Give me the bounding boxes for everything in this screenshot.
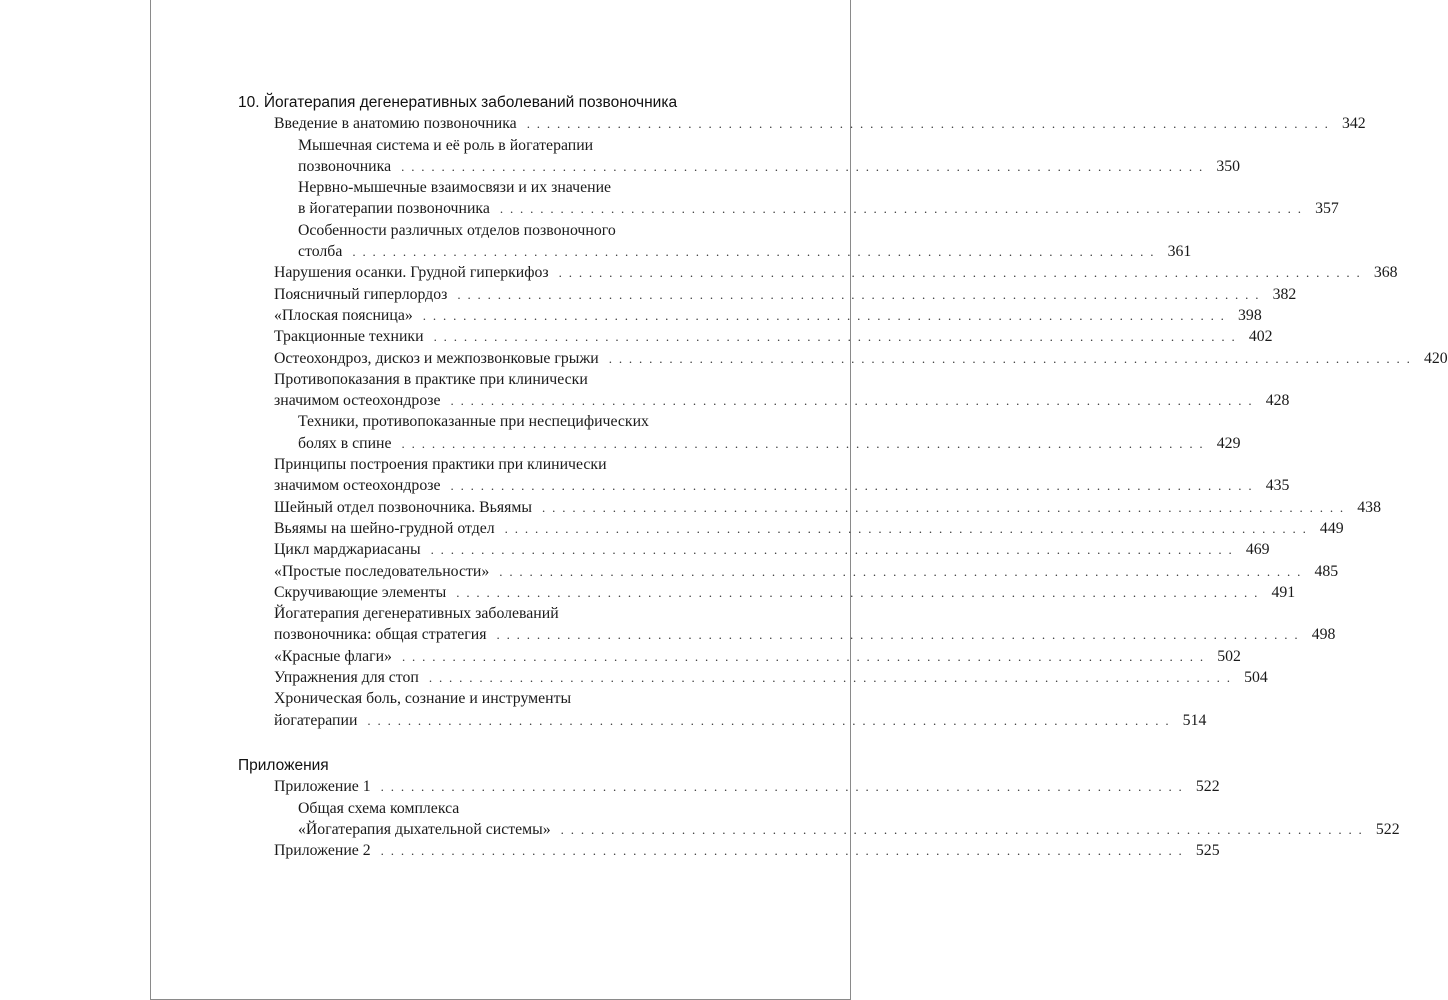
- entry-last-line: [274, 561, 1339, 582]
- page-number: 402: [1248, 328, 1273, 346]
- toc-entry[interactable]: [238, 369, 1290, 412]
- page-number: 438: [1357, 498, 1381, 516]
- page-number: 504: [1244, 669, 1268, 687]
- entry-title-line: Приложение 2: [274, 842, 371, 860]
- page-number: 429: [1216, 434, 1241, 452]
- entry-title-line: Нарушения осанки. Грудной гиперкифоз: [274, 264, 549, 282]
- dot-leader: . . . . . . . . . . . . . . . . . . . . . . . . . . . . . . . . . . . . . . . . . . . . . . . . . . . . . . . . . . . . . . . . . . . . . . . . . . . . . . . .: [367, 712, 1171, 728]
- toc-entry[interactable]: [238, 454, 1290, 497]
- entry-last-line: [274, 776, 1220, 797]
- page-number: 491: [1271, 583, 1296, 601]
- page-number: 522: [1195, 778, 1220, 796]
- entry-title-line: Шейный отдел позвоночника. Вьяямы: [274, 498, 533, 516]
- page-number: 449: [1319, 519, 1344, 537]
- entry-title-line: Общая схема комплекса: [298, 799, 460, 817]
- toc-entry[interactable]: [238, 518, 1344, 539]
- entry-title-line: Введение в анатомию позвоночника: [274, 115, 517, 133]
- toc-entry[interactable]: [238, 688, 1207, 731]
- page-number: 435: [1265, 477, 1290, 495]
- entry-title-line: значимом остеохондрозе: [274, 477, 441, 495]
- entry-title-line: столба: [298, 243, 343, 261]
- dot-leader: . . . . . . . . . . . . . . . . . . . . . . . . . . . . . . . . . . . . . . . . . . . . . . . . . . . . . . . . . . . . . . . . . . . . . . . . . . . . . . . .: [542, 499, 1345, 515]
- entry-last-line: [274, 518, 1344, 539]
- entry-title-line: Вьяямы на шейно-грудной отдел: [274, 519, 495, 537]
- page-number: 398: [1238, 306, 1262, 324]
- entry-last-line: [298, 241, 1192, 262]
- dot-leader: . . . . . . . . . . . . . . . . . . . . . . . . . . . . . . . . . . . . . . . . . . . . . . . . . . . . . . . . . . . . . . . . . . . . . . . . . . . . . . . .: [428, 670, 1232, 686]
- entry-title-line: Остеохондроз, дискоз и межпозвонковые грыжи: [274, 349, 599, 367]
- dot-leader: . . . . . . . . . . . . . . . . . . . . . . . . . . . . . . . . . . . . . . . . . . . . . . . . . . . . . . . . . . . . . . . . . . . . . . . . . . . . . . . .: [422, 307, 1226, 323]
- toc-entry[interactable]: [238, 411, 1241, 454]
- page-number: 420: [1423, 349, 1448, 367]
- entry-last-line: [274, 624, 1336, 645]
- toc-entry[interactable]: [238, 113, 1366, 134]
- entry-last-line: [274, 284, 1297, 305]
- section-heading: Приложения: [238, 756, 329, 774]
- entry-last-line: [274, 348, 1448, 369]
- entry-last-line: [274, 113, 1366, 134]
- toc-entry[interactable]: [238, 348, 1448, 369]
- page-number: 350: [1216, 157, 1241, 175]
- toc-entry[interactable]: [238, 776, 1220, 797]
- page-number: 514: [1182, 711, 1207, 729]
- table-of-contents: [238, 92, 1448, 861]
- page-number: 342: [1341, 115, 1366, 133]
- entry-last-line: [274, 539, 1270, 560]
- section-gap: [238, 731, 782, 755]
- entry-title-line: «Плоская поясница»: [274, 306, 413, 324]
- dot-leader: . . . . . . . . . . . . . . . . . . . . . . . . . . . . . . . . . . . . . . . . . . . . . . . . . . . . . . . . . . . . . . . . . . . . . . . . . . . . . . . .: [450, 478, 1254, 494]
- entry-last-line: [298, 156, 1241, 177]
- entry-last-line: [274, 497, 1381, 518]
- entry-title-line: позвоночника: общая стратегия: [274, 626, 487, 644]
- entry-title-line: Особенности различных отделов позвоночного: [298, 221, 616, 239]
- entry-title-line: йогатерапии: [274, 711, 358, 729]
- toc-entry[interactable]: [238, 646, 1241, 667]
- page-number: 485: [1314, 562, 1339, 580]
- entry-title-line: Принципы построения практики при клинически: [274, 456, 607, 474]
- entry-last-line: [274, 667, 1268, 688]
- dot-leader: . . . . . . . . . . . . . . . . . . . . . . . . . . . . . . . . . . . . . . . . . . . . . . . . . . . . . . . . . . . . . . . . . . . . . . . . . . . . . . . .: [499, 563, 1303, 579]
- page-number: 469: [1245, 541, 1270, 559]
- dot-leader: . . . . . . . . . . . . . . . . . . . . . . . . . . . . . . . . . . . . . . . . . . . . . . . . . . . . . . . . . . . . . . . . . . . . . . . . . . . . . . . .: [433, 329, 1237, 345]
- page-number: 498: [1311, 626, 1336, 644]
- dot-leader: . . . . . . . . . . . . . . . . . . . . . . . . . . . . . . . . . . . . . . . . . . . . . . . . . . . . . . . . . . . . . . . . . . . . . . . . . . . . . . . .: [457, 286, 1261, 302]
- dot-leader: . . . . . . . . . . . . . . . . . . . . . . . . . . . . . . . . . . . . . . . . . . . . . . . . . . . . . . . . . . . . . . . . . . . . . . . . . . . . . . . .: [352, 244, 1156, 260]
- section-heading: 10. Йогатерапия дегенеративных заболеваний позвоночника: [238, 94, 678, 111]
- entry-last-line: [274, 326, 1273, 347]
- page-number: 382: [1272, 285, 1297, 303]
- entry-title-line: Тракционные техники: [274, 328, 424, 346]
- toc-entry[interactable]: [238, 305, 1262, 326]
- entry-last-line: [298, 819, 1400, 840]
- entry-last-line: [274, 840, 1220, 861]
- page-number: 522: [1375, 820, 1400, 838]
- entry-title-line: «Красные флаги»: [274, 647, 392, 665]
- dot-leader: . . . . . . . . . . . . . . . . . . . . . . . . . . . . . . . . . . . . . . . . . . . . . . . . . . . . . . . . . . . . . . . . . . . . . . . . . . . . . . . .: [380, 779, 1184, 795]
- toc-entry[interactable]: [238, 561, 1339, 582]
- entry-title-line: «Йогатерапия дыхательной системы»: [298, 820, 551, 838]
- entry-title-line: Приложение 1: [274, 778, 371, 796]
- entry-last-line: [274, 710, 1207, 731]
- toc-entry[interactable]: [238, 798, 1400, 841]
- toc-entry[interactable]: [238, 840, 1220, 861]
- entry-title-line: Техники, противопоказанные при неспецифических: [298, 413, 649, 431]
- dot-leader: . . . . . . . . . . . . . . . . . . . . . . . . . . . . . . . . . . . . . . . . . . . . . . . . . . . . . . . . . . . . . . . . . . . . . . . . . . . . . . . .: [380, 843, 1184, 859]
- page-number: 357: [1315, 200, 1339, 218]
- entry-title-line: «Простые последовательности»: [274, 562, 490, 580]
- entry-title-line: значимом остеохондрозе: [274, 392, 441, 410]
- dot-leader: . . . . . . . . . . . . . . . . . . . . . . . . . . . . . . . . . . . . . . . . . . . . . . . . . . . . . . . . . . . . . . . . . . . . . . . . . . . . . . . .: [560, 821, 1364, 837]
- entry-last-line: [274, 262, 1398, 283]
- toc-entry[interactable]: [238, 284, 1297, 305]
- page-number: 428: [1265, 392, 1290, 410]
- toc-entry[interactable]: [238, 539, 1270, 560]
- entry-title-line: Противопоказания в практике при клинически: [274, 370, 588, 388]
- entry-title-line: позвоночника: [298, 157, 392, 175]
- entry-title-line: Скручивающие элементы: [274, 583, 447, 601]
- dot-leader: . . . . . . . . . . . . . . . . . . . . . . . . . . . . . . . . . . . . . . . . . . . . . . . . . . . . . . . . . . . . . . . . . . . . . . . . . . . . . . . .: [526, 116, 1330, 132]
- entry-title-line: Мышечная система и её роль в йогатерапии: [298, 136, 594, 154]
- toc-entry[interactable]: [238, 497, 1381, 518]
- dot-leader: . . . . . . . . . . . . . . . . . . . . . . . . . . . . . . . . . . . . . . . . . . . . . . . . . . . . . . . . . . . . . . . . . . . . . . . . . . . . . . . .: [401, 435, 1205, 451]
- page-number: 502: [1217, 647, 1241, 665]
- toc-entry[interactable]: [238, 135, 1241, 178]
- toc-entry[interactable]: [238, 603, 1336, 646]
- entry-title-line: в йогатерапии позвоночника: [298, 200, 490, 218]
- dot-leader: . . . . . . . . . . . . . . . . . . . . . . . . . . . . . . . . . . . . . . . . . . . . . . . . . . . . . . . . . . . . . . . . . . . . . . . . . . . . . . . .: [401, 648, 1205, 664]
- toc-entry[interactable]: [238, 326, 1273, 347]
- page-number: 525: [1195, 842, 1220, 860]
- toc-entry[interactable]: [238, 667, 1268, 688]
- dot-leader: . . . . . . . . . . . . . . . . . . . . . . . . . . . . . . . . . . . . . . . . . . . . . . . . . . . . . . . . . . . . . . . . . . . . . . . . . . . . . . . .: [450, 393, 1254, 409]
- entry-title-line: Цикл марджариасаны: [274, 541, 421, 559]
- page-number: 368: [1373, 264, 1398, 282]
- dot-leader: . . . . . . . . . . . . . . . . . . . . . . . . . . . . . . . . . . . . . . . . . . . . . . . . . . . . . . . . . . . . . . . . . . . . . . . . . . . . . . . .: [499, 201, 1303, 217]
- entry-title-line: Йогатерапия дегенеративных заболеваний: [274, 605, 559, 623]
- toc-entry[interactable]: [238, 582, 1296, 603]
- dot-leader: . . . . . . . . . . . . . . . . . . . . . . . . . . . . . . . . . . . . . . . . . . . . . . . . . . . . . . . . . . . . . . . . . . . . . . . . . . . . . . . .: [456, 584, 1260, 600]
- dot-leader: . . . . . . . . . . . . . . . . . . . . . . . . . . . . . . . . . . . . . . . . . . . . . . . . . . . . . . . . . . . . . . . . . . . . . . . . . . . . . . . .: [558, 265, 1362, 281]
- entry-title-line: Нервно-мышечные взаимосвязи и их значение: [298, 179, 612, 197]
- dot-leader: . . . . . . . . . . . . . . . . . . . . . . . . . . . . . . . . . . . . . . . . . . . . . . . . . . . . . . . . . . . . . . . . . . . . . . . . . . . . . . . .: [401, 158, 1205, 174]
- dot-leader: . . . . . . . . . . . . . . . . . . . . . . . . . . . . . . . . . . . . . . . . . . . . . . . . . . . . . . . . . . . . . . . . . . . . . . . . . . . . . . . .: [430, 542, 1234, 558]
- entry-title-line: болях в спине: [298, 434, 392, 452]
- entry-last-line: [274, 582, 1296, 603]
- entry-title-line: Поясничный гиперлордоз: [274, 285, 448, 303]
- dot-leader: . . . . . . . . . . . . . . . . . . . . . . . . . . . . . . . . . . . . . . . . . . . . . . . . . . . . . . . . . . . . . . . . . . . . . . . . . . . . . . . .: [504, 520, 1308, 536]
- page-number: 361: [1167, 243, 1192, 261]
- entry-title-line: Хроническая боль, сознание и инструменты: [274, 690, 572, 708]
- entry-last-line: [274, 390, 1290, 411]
- dot-leader: . . . . . . . . . . . . . . . . . . . . . . . . . . . . . . . . . . . . . . . . . . . . . . . . . . . . . . . . . . . . . . . . . . . . . . . . . . . . . . . .: [608, 350, 1412, 366]
- entry-last-line: [274, 646, 1241, 667]
- toc-entry[interactable]: [238, 177, 1339, 220]
- entry-last-line: [274, 475, 1290, 496]
- dot-leader: . . . . . . . . . . . . . . . . . . . . . . . . . . . . . . . . . . . . . . . . . . . . . . . . . . . . . . . . . . . . . . . . . . . . . . . . . . . . . . . .: [496, 627, 1300, 643]
- entry-last-line: [298, 198, 1339, 219]
- entry-title-line: Упражнения для стоп: [274, 669, 419, 687]
- toc-entry[interactable]: [238, 220, 1192, 263]
- entry-last-line: [298, 433, 1241, 454]
- toc-entry[interactable]: [238, 262, 1398, 283]
- entry-last-line: [274, 305, 1262, 326]
